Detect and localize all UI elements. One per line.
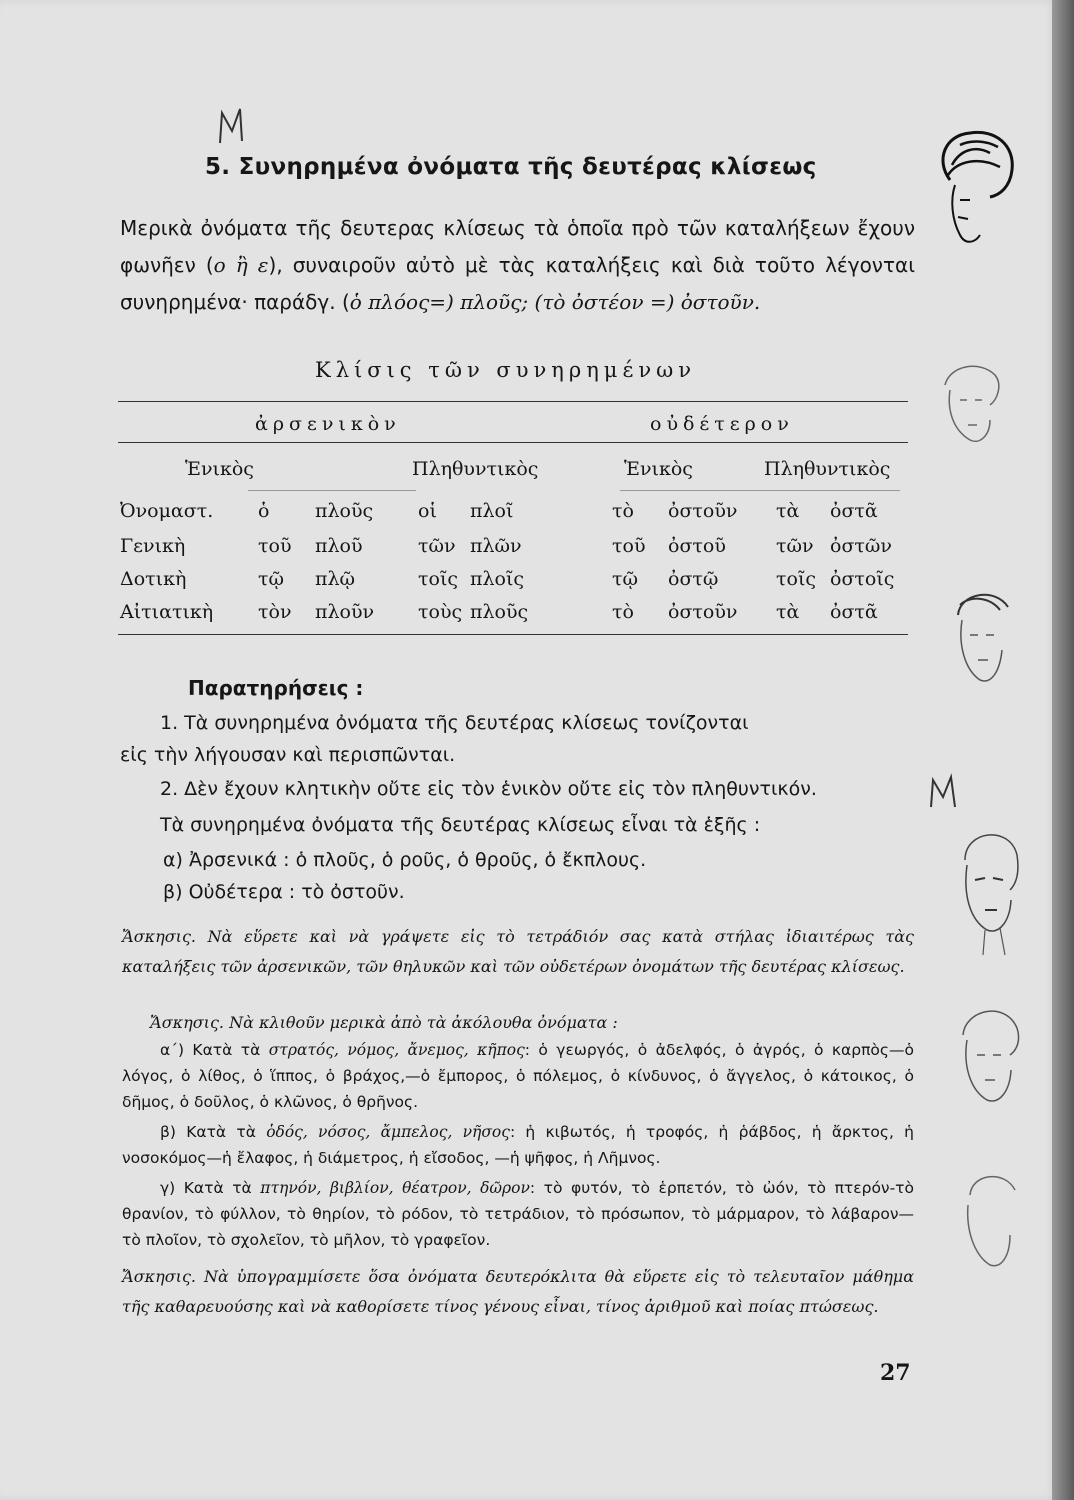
table-group-masculine: ἀρσενικὸν (255, 413, 401, 435)
table-cell-n-p-art: τὰ (776, 601, 800, 623)
table-sub-neut-plural: Πληθυντικὸς (764, 458, 891, 480)
exercise-2-c-label: γ) Κατὰ τὰ (160, 1179, 252, 1197)
exercise-2-c (122, 1175, 914, 1253)
table-cell-n-p: ὀστᾶ (830, 601, 878, 623)
table-cell-n-p: ὀστοῖς (830, 568, 895, 590)
table-cell-m-p: πλῶν (470, 535, 522, 557)
exercise-2-b-models: ὁδός, νόσος, ἄμπελος, νῆσος (266, 1123, 510, 1141)
intro-example-1: ὁ πλόος=) πλοῦς; (349, 290, 529, 314)
table-cell-m-p-art: τῶν (418, 535, 456, 557)
table-cell-m-s: πλοῦ (315, 535, 363, 557)
exercise-2-intro: Ἄσκησις. Νὰ κλιθοῦν μερικὰ ἀπὸ τὰ ἀκόλουθα ὀνόματα : (150, 1013, 618, 1032)
table-dash-1 (248, 490, 416, 491)
exercise-2-b-label: β) Κατὰ τὰ (160, 1123, 256, 1141)
page-title: 5. Συνηρημένα ὀνόματα τῆς δευτέρας κλίσεως (205, 154, 817, 180)
intro-text-1: Μερικὰ ὀνόματα τῆς δευτερας κλίσεως τὰ ὁποῖα πρὸ τῶν καταλήξεων ἔχουν φωνῆεν ( (120, 216, 915, 277)
table-rule-top (118, 401, 908, 402)
table-cell-n-s: ὀστῷ (668, 568, 719, 590)
observation-2: 2. Δὲν ἔχουν κλητικὴν οὔτε εἰς τὸν ἑνικὸν οὔτε εἰς τὸν πληθυντικόν. (160, 778, 817, 800)
observation-masculine-list: α) Ἀρσενικά : ὁ πλοῦς, ὁ ροῦς, ὁ θροῦς, ὁ ἔκπλους. (163, 849, 647, 871)
table-cell-m-s-art: τὸν (258, 601, 292, 623)
table-sub-masc-plural: Πληθυντικὸς (412, 458, 539, 480)
table-sub-neut-singular: Ἑνικὸς (624, 458, 693, 480)
table-cell-n-p: ὀστᾶ (830, 500, 878, 522)
table-cell-m-p-art: οἱ (418, 500, 437, 522)
observations-heading: Παρατηρήσεις : (188, 676, 364, 700)
observation-1a: 1. Τὰ συνηρημένα ὀνόματα τῆς δευτέρας κλίσεως τονίζονται (160, 712, 749, 734)
intro-text-2: ), συναιροῦν αὐτὸ μὲ τὰς καταλήξεις καὶ διὰ τοῦτο λέγονται συνηρημένα· παράδγ. ( (120, 253, 915, 314)
observation-list-intro: Τὰ συνηρημένα ὀνόματα τῆς δευτέρας κλίσεως εἶναι τὰ ἑξῆς : (160, 814, 761, 836)
table-cell-n-p-art: τῶν (776, 535, 814, 557)
exercise-2-a-words: : ὁ γεωργός, ὁ ἀδελφός, ὁ ἀγρός, ὁ καρπὸς—ὁ λόγος, ὁ λίθος, ὁ ἵππος, ὁ βράχος,—ὁ ἔμπορος, ὁ πόλεμος, ὁ κίνδυνος, ὁ ἄγγελος, ὁ κάτοικος, ὁ δῆμος, ὁ δοῦλος, ὁ κλῶνος, ὁ θρῆνος. (122, 1041, 914, 1111)
table-cell-n-s: ὀστοῦ (668, 535, 726, 557)
handwritten-m-mark (212, 103, 252, 148)
table-rule-bottom (118, 634, 908, 635)
table-group-neuter: οὐδέτερον (650, 413, 794, 435)
table-rule-mid (118, 442, 908, 443)
intro-example-2: (τὸ ὀστέον =) ὀστοῦν. (534, 290, 761, 314)
table-cell-m-p: πλοῖς (470, 568, 525, 590)
table-sub-masc-singular: Ἑνικὸς (185, 458, 254, 480)
exercise-2-b (122, 1119, 914, 1171)
face-doodle-1 (930, 125, 1020, 260)
table-cell-n-s: ὀστοῦν (668, 601, 738, 623)
exercise-1: Ἄσκησις. Νὰ εὕρετε καὶ νὰ γράψετε εἰς τὸ τετράδιόν σας κατὰ στήλας ἰδιαιτέρως τὰς καταλήξεις τῶν ἀρσενικῶν, τῶν θηλυκῶν καὶ τῶν οὐδετέρων ὀνομάτων τῆς δευτέρας κλίσεως. (122, 927, 914, 976)
table-cell-n-p-art: τοῖς (776, 568, 817, 590)
table-caption: Κλίσις τῶν συνηρημένων (315, 358, 696, 382)
face-doodle-5 (955, 1000, 1025, 1120)
table-cell-case: Αἰτιατικὴ (120, 601, 214, 623)
face-doodle-4 (955, 820, 1025, 960)
exercise-2-a (122, 1037, 914, 1115)
table-cell-m-s-art: τοῦ (258, 535, 292, 557)
table-cell-case: Ὀνομαστ. (120, 500, 214, 522)
table-cell-n-p-art: τὰ (776, 500, 800, 522)
table-cell-n-s-art: τῷ (612, 568, 639, 590)
exercise-2-a-models: στρατός, νόμος, ἄνεμος, κῆπος (268, 1041, 525, 1059)
page-edge (1052, 0, 1074, 1500)
exercise-2-c-words: : τὸ φυτόν, τὸ ἑρπετόν, τὸ ὠόν, τὸ πτερόν-τὸ θρανίον, τὸ φύλλον, τὸ θηρίον, τὸ ρόδον, τὸ τετράδιον, τὸ πρόσωπον, τὸ μάρμαρον, τὸ λάβαρον— τὸ πλοῖον, τὸ σχολεῖον, τὸ μῆλον, τὸ γραφεῖον. (122, 1179, 914, 1249)
table-cell-n-s-art: τοῦ (612, 535, 646, 557)
table-cell-m-p-art: τοῖς (418, 568, 459, 590)
page-number: 27 (880, 1360, 911, 1386)
table-cell-m-s: πλοῦς (315, 500, 374, 522)
exercise-2-a-label: α΄) Κατὰ τὰ (160, 1041, 261, 1059)
table-cell-m-s: πλοῦν (315, 601, 375, 623)
table-cell-m-p: πλοῦς (470, 601, 529, 623)
table-cell-case: Δοτικὴ (120, 568, 187, 590)
table-cell-case: Γενικὴ (120, 535, 186, 557)
table-cell-m-s-art: ὁ (258, 500, 270, 522)
table-cell-m-s-art: τῷ (258, 568, 285, 590)
observation-1b: εἰς τὴν λήγουσαν καὶ περισπῶνται. (120, 744, 456, 766)
table-cell-n-s-art: τὸ (612, 500, 634, 522)
intro-vowels: ο ἢ ε (213, 253, 269, 277)
face-doodle-3 (950, 585, 1015, 695)
exercise-3: Ἄσκησις. Νὰ ὑπογραμμίσετε ὅσα ὀνόματα δευτερόκλιτα θὰ εὕρετε εἰς τὸ τελευταῖον μάθημα τῆς καθαρευούσης καὶ νὰ καθορίσετε τίνος γένους εἶναι, τίνος ἀριθμοῦ καὶ ποίας πτώσεως. (122, 1267, 914, 1316)
table-cell-n-s-art: τὸ (612, 601, 634, 623)
face-doodle-6 (960, 1165, 1020, 1275)
table-cell-n-s: ὀστοῦν (668, 500, 738, 522)
exercise-2-c-models: πτηνόν, βιβλίον, θέατρον, δῶρον (260, 1179, 530, 1197)
observation-neuter-list: β) Οὐδέτερα : τὸ ὀστοῦν. (163, 881, 405, 903)
table-cell-m-s: πλῷ (315, 568, 356, 590)
intro-paragraph (120, 210, 915, 321)
exercise-2-b-words: : ἡ κιβωτός, ἡ τροφός, ἡ ῥάβδος, ἡ ἄρκτος, ἡ νοσοκόμος—ἡ ἔλαφος, ἡ διάμετρος, ἡ εἴσοδος, —ἡ ψῆφος, ἡ Λῆμνος. (122, 1123, 914, 1167)
face-doodle-2 (935, 355, 1010, 455)
handwritten-m-mark-2 (925, 772, 965, 812)
table-cell-m-p: πλοῖ (470, 500, 514, 522)
table-dash-2 (620, 490, 900, 491)
table-cell-m-p-art: τοὺς (418, 601, 463, 623)
table-cell-n-p: ὀστῶν (830, 535, 892, 557)
